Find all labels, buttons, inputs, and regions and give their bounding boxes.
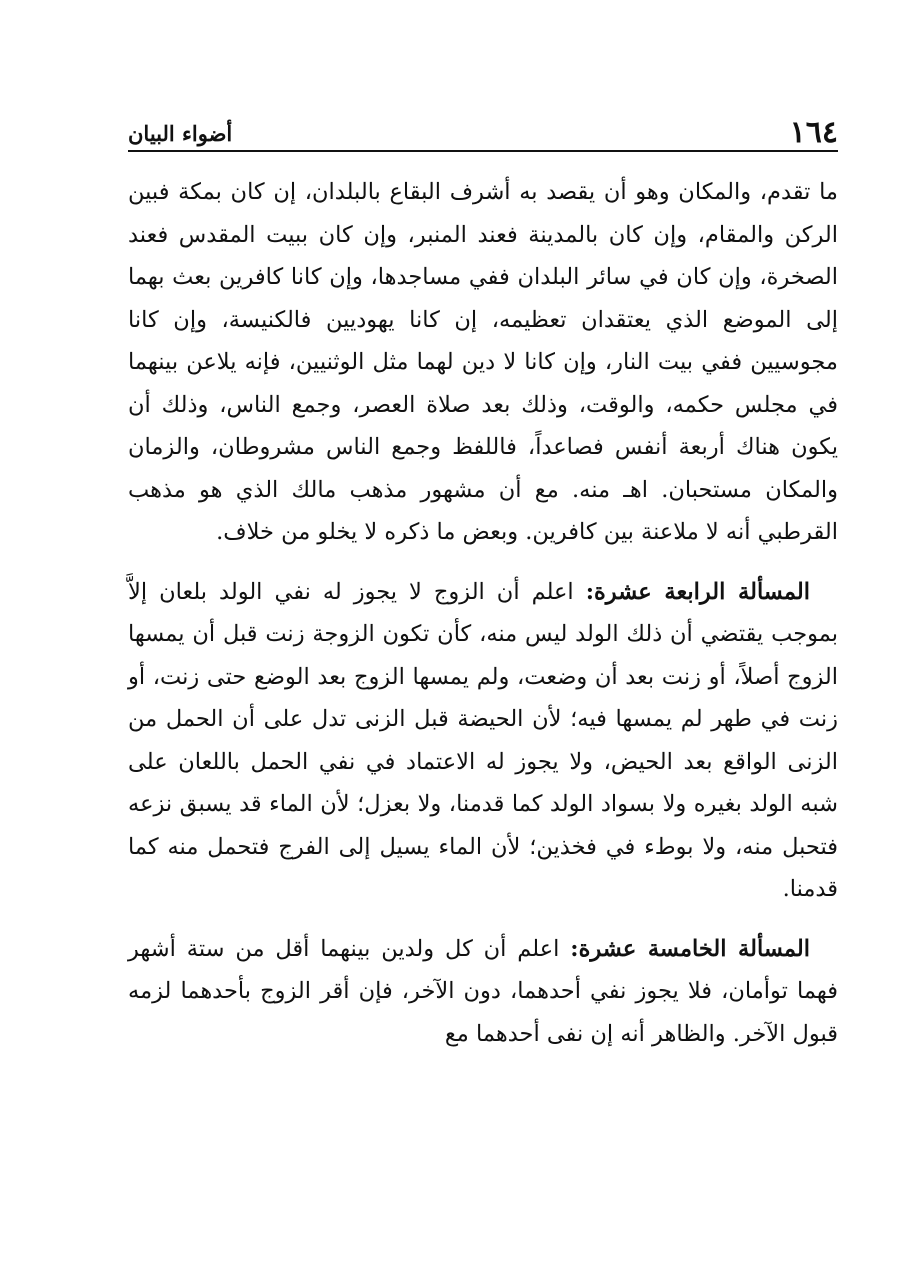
- paragraph-continuation: [128, 171, 838, 554]
- paragraph-issue-14: [128, 571, 838, 911]
- paragraph-text: اعلم أن الزوج لا يجوز له نفي الولد بلعان إلاَّ بموجب يقتضي أن ذلك الولد ليس منه، كأن تكون الزوجة زنت قبل أن يمسها الزوج أصلاً، أو زنت بعد أن وضعت، ولم يمسها الزوج بعد الوضع حتى زنت، أو زنت في طهر لم يمسها فيه؛ لأن الحيضة قبل الزنى تدل على أن الحمل من الزنى الواقع بعد الحيض، ولا يجوز له الاعتماد في نفي الحمل باللعان على شبه الولد بغيره ولا بسواد الولد كما قدمنا، ولا بعزل؛ لأن الماء قد يسبق نزعه فتحبل منه، ولا بوطء في فخذين؛ لأن الماء يسيل إلى الفرج فتحمل منه كما قدمنا.: [128, 578, 838, 902]
- page-header: [128, 104, 838, 152]
- issue-15-heading: المسألة الخامسة عشرة:: [570, 935, 811, 962]
- book-page: [128, 104, 838, 1055]
- paragraph-issue-15: [128, 928, 838, 1056]
- running-title: أضواء البيان: [128, 121, 233, 146]
- paragraph-text: ما تقدم، والمكان وهو أن يقصد به أشرف البقاع بالبلدان، إن كان بمكة فبين الركن والمقام، وإن كان بالمدينة فعند المنبر، وإن كان ببيت المقدس فعند الصخرة، وإن كان في سائر البلدان ففي مساجدها، وإن كانا كافرين بعث بهما إلى الموضع الذي يعتقدان تعظيمه، إن كانا يهوديين فالكنيسة، وإن كانا مجوسيين ففي بيت النار، وإن كانا لا دين لهما مثل الوثنيين، فإنه يلاعن بينهما في مجلس حكمه، والوقت، وذلك بعد صلاة العصر، وجمع الناس، وذلك أن يكون هناك أربعة أنفس فصاعداً، فاللفظ وجمع الناس مشروطان، والزمان والمكان مستحبان. اهـ منه. مع أن مشهور مذهب مالك الذي هو مذهب القرطبي أنه لا ملاعنة بين كافرين. وبعض ما ذكره لا يخلو من خلاف.: [128, 179, 838, 545]
- issue-14-heading: المسألة الرابعة عشرة:: [585, 578, 810, 605]
- paragraph-text: اعلم أن كل ولدين بينهما أقل من ستة أشهر فهما توأمان، فلا يجوز نفي أحدهما، دون الآخر، فإن أقر الزوج بأحدهما لزمه قبول الآخر. والظاهر أنه إن نفى أحدهما مع: [128, 935, 838, 1047]
- page-number: ١٦٤: [789, 115, 838, 150]
- body-text: [128, 171, 838, 1055]
